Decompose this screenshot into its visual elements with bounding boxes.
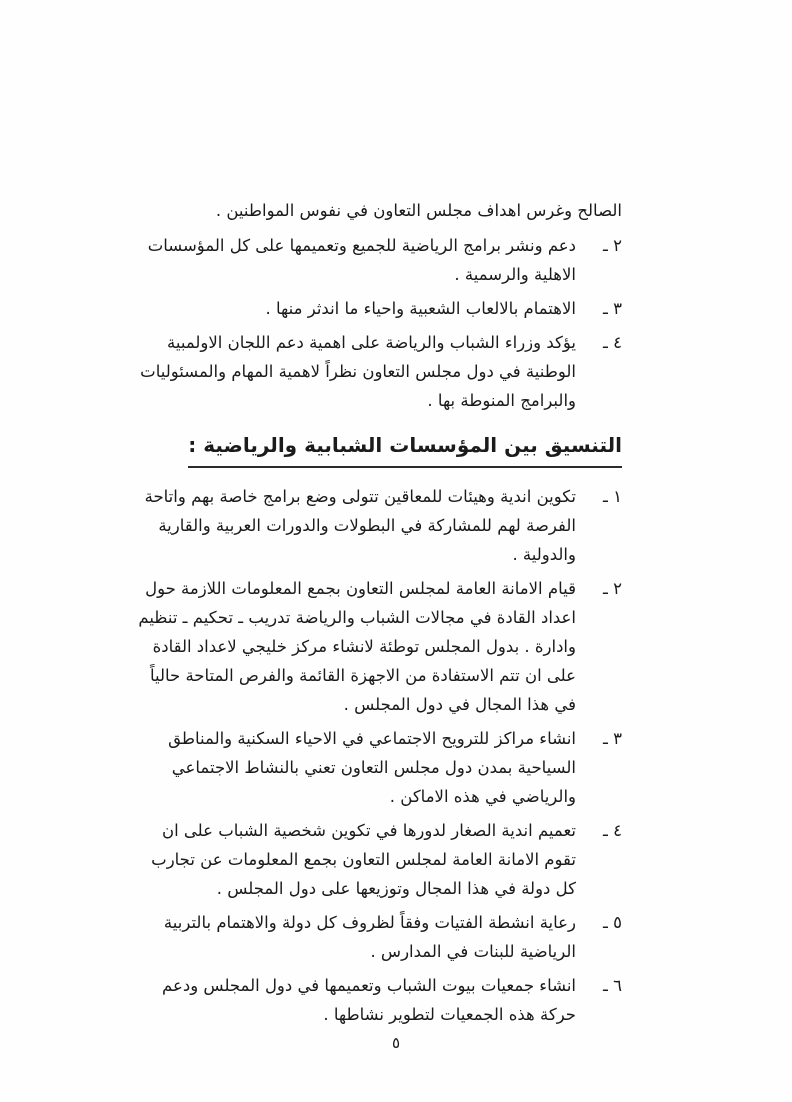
item-number-marker: ٢ ـ (603, 579, 622, 598)
item-text: يؤكد وزراء الشباب والرياضة على اهمية دعم اللجان الاولمبية الوطنية في دول مجلس التعاون نظراً لاهمية المهام والمسئوليات والبرامج المنوطة بها . (140, 333, 576, 410)
section-heading-row (128, 420, 622, 482)
item-number-marker: ٣ ـ (603, 729, 622, 748)
item-number-marker: ١ ـ (603, 487, 622, 506)
item-number-marker: ٥ ـ (603, 913, 622, 932)
item-text: رعاية انشطة الفتيات وفقاً لظروف كل دولة والاهتمام بالتربية الرياضية للبنات في المدارس . (163, 913, 576, 961)
numbered-item (128, 482, 622, 569)
numbered-item (128, 971, 622, 1029)
item-number-marker: ٢ ـ (603, 236, 622, 255)
numbered-item (128, 231, 622, 289)
section-heading: التنسيق بين المؤسسات الشبابية والرياضية : (188, 432, 622, 468)
numbered-item (128, 816, 622, 903)
item-text: دعم ونشر برامج الرياضية للجميع وتعميمها على كل المؤسسات الاهلية والرسمية . (147, 236, 576, 284)
item-number-marker: ٤ ـ (603, 821, 622, 840)
item-number-marker: ٦ ـ (603, 976, 622, 995)
recommendations-list-a (128, 231, 622, 415)
page-number: ٥ (391, 1034, 401, 1052)
numbered-item (128, 294, 622, 323)
item-text: الاهتمام بالالعاب الشعبية واحياء ما اندثر منها . (265, 299, 576, 318)
coordination-list-b (128, 482, 622, 1029)
item-text: انشاء مراكز للترويح الاجتماعي في الاحياء السكنية والمناطق السياحية بمدن دول مجلس التعاون تعني بالنشاط الاجتماعي والرياضي في هذه الاماكن . (168, 729, 576, 806)
numbered-item (128, 574, 622, 719)
intro-continuation-text: الصالح وغرس اهداف مجلس التعاون في نفوس المواطنين . (215, 201, 622, 220)
page-text-block (128, 196, 622, 1034)
numbered-item (128, 908, 622, 966)
item-text: تعميم اندية الصغار لدورها في تكوين شخصية الشباب على ان تقوم الامانة العامة لمجلس التعاون بجمع المعلومات عن تجارب كل دولة في هذا المجال وتوزيعها على دول المجلس . (151, 821, 576, 898)
item-text: قيام الامانة العامة لمجلس التعاون بجمع المعلومات اللازمة حول اعداد القادة في مجالات الشباب والرياضة تدريب ـ تحكيم ـ تنظيم وادارة . بدول المجلس توطئة لانشاء مركز خليجي لاعداد القادة على ان تتم الاستفادة من الاجهزة القائمة والفرص المتاحة حالياً في هذا المجال في دول المجلس . (138, 579, 576, 714)
item-text: تكوين اندية وهيئات للمعاقين تتولى وضع برامج خاصة بهم واتاحة الفرصة لهم للمشاركة في البطولات والدورات العربية والقارية والدولية . (144, 487, 576, 564)
item-text: انشاء جمعيات بيوت الشباب وتعميمها في دول المجلس ودعم حركة هذه الجمعيات لتطوير نشاطها . (162, 976, 576, 1024)
item-number-marker: ٣ ـ (603, 299, 622, 318)
numbered-item (128, 724, 622, 811)
numbered-item (128, 328, 622, 415)
item-number-marker: ٤ ـ (603, 333, 622, 352)
